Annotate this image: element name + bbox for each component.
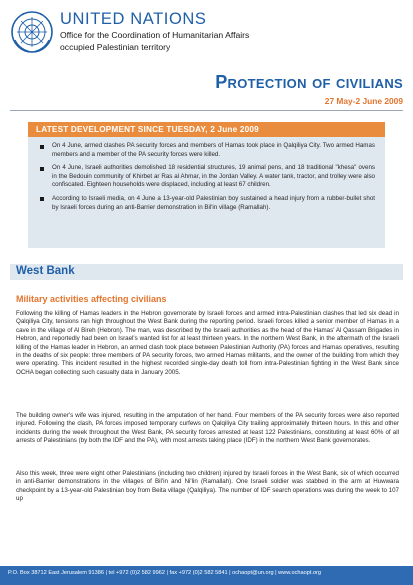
un-emblem-icon — [10, 10, 54, 54]
office-name: Office for the Coordination of Humanitarian Affairs — [60, 30, 250, 40]
header — [10, 8, 405, 60]
body-paragraph: Also this week, three were eight other Palestinians (including two children) injured by Israeli forces in the West Bank, six of which occurred in anti-Barrier demonstrations in the villages of Bil'in and Ni'lin (Ramallah). One Israeli soldier was stabbed in the arm at Huwwara checkpoint by a 13-year-old Palestinian boy from Beita village (Qalqiliya). The number of IDF search operations was during the week to 107 up — [16, 470, 399, 503]
section-header — [10, 264, 403, 280]
bullet-icon — [40, 167, 44, 171]
footer-bar — [0, 566, 413, 585]
list-item-text: According to Israeli media, on 4 June a 13-year-old Palestinian boy sustained a head injury from a rubber-bullet shot by Israeli forces during an anti-Barrier demonstration in Bil'in village (Ramallah). — [52, 194, 375, 211]
territory-name: occupied Palestinian territory — [60, 42, 171, 52]
bullet-icon — [40, 145, 44, 149]
footer-contact: P.O. Box 38712 East Jerusalem 91386 | tel +972 (0)2 582 9962 | fax +972 (0)2 582 5841 | ochaopt@un.org | www.ochaopt.org — [8, 570, 322, 576]
organization-name: UNITED NATIONS — [60, 10, 207, 28]
report-dates: 27 May-2 June 2009 — [324, 96, 403, 106]
latest-list — [28, 142, 385, 212]
section-title: West Bank — [16, 265, 75, 277]
bullet-icon — [40, 197, 44, 201]
list-item — [52, 195, 375, 212]
body-paragraph: Following the killing of Hamas leaders in the Hebron governorate by Israeli forces and armed intra-Palestinian clashes that led six dead in Qalqiliya City, tensions ran high throughout the West Bank during the reporting period. Israeli forces killed a senior member of Hamas in a cave in the village of Al Bireh (Hebron). The man, was described by the Israeli authorities as the head of the Hamas' Al Qassam Brigades in Hebron, and reportedly had been on Israel's wanted list for at least thirteen years. In the northern West Bank, in the aftermath of the Israeli killing of the Hamas leader in Hebron, an armed clash took place between Palestinian Authority (PA) forces and Hamas operatives, resulting in the deaths of six people: three members of PA security forces, two armed Hamas militants, and the owner of the building from which they were operating. This incident resulted in the highest recorded single-day death toll from intra-Palestinian fighting in the West Bank since OCHA began collecting such casualty data in January 2005. — [16, 310, 399, 376]
list-item — [52, 164, 375, 190]
subsection-title: Military activities affecting civilians — [16, 294, 167, 304]
divider — [10, 110, 403, 111]
report-title: Protection of civilians — [215, 72, 403, 92]
body-paragraph: The building owner's wife was injured, resulting in the amputation of her hand. Four members of the PA security forces were also reported injured. Following the clash, PA forces imposed temporary curfews on Qalqiliya City trailing approximately thirteen hours. In this and other incidents during the week throughout the West Bank, PA security forces arrested at least 122 Palestinians, constituting at least 60% of all arrests of Palestinians (by both the IDF and the PA), with most arrests taking place (IDF) in the northern West Bank governorates. — [16, 412, 399, 445]
list-item — [52, 142, 375, 159]
latest-developments-box — [28, 122, 385, 248]
list-item-text: On 4 June, armed clashes PA security forces and members of Hamas took place in Qalqiliya City. Two armed Hamas members and a member of the PA security forces were killed. — [52, 142, 375, 158]
list-item-text: On 4 June, Israeli authorities demolished 18 residential structures, 19 animal pens, and 18 traditional "khesa" ovens in the Bedouin community of Khirbet ar Ras al Ahmar, in the Jordan Valley. A water tank, tractor, and trolley were also confiscated. Eighteen households were displaced, including at least 67 children. — [52, 164, 375, 189]
latest-heading: LATEST DEVELOPMENT SINCE TUESDAY, 2 June 2009 — [28, 122, 385, 137]
